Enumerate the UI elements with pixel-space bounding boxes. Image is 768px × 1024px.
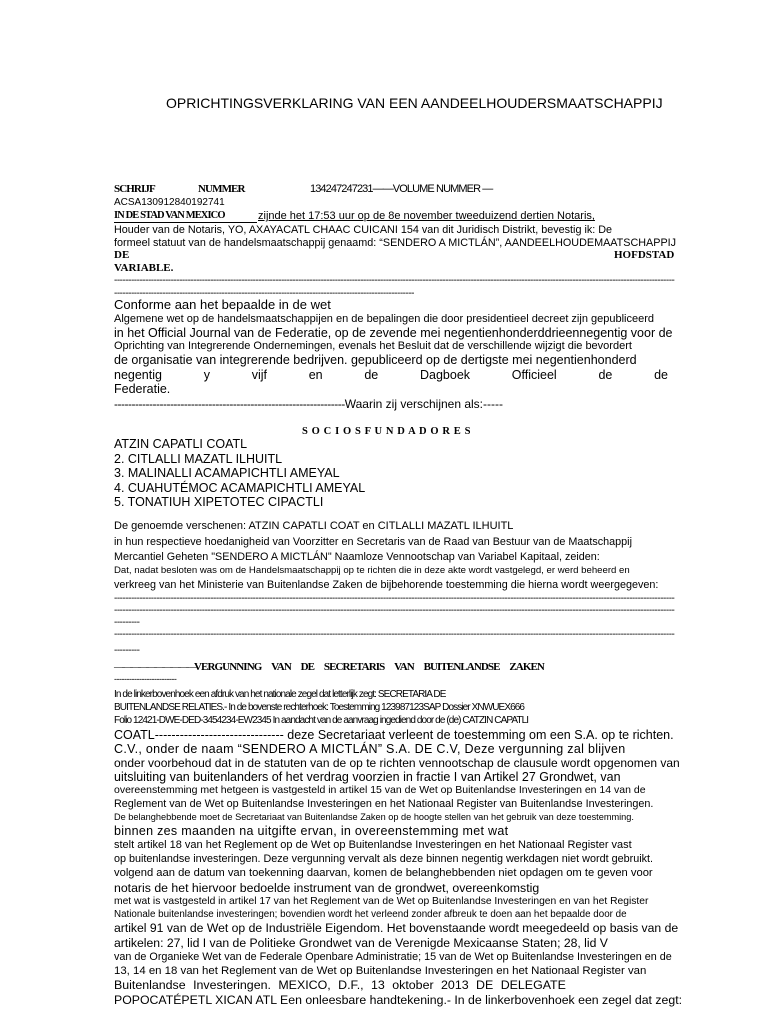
law-dash: ------------------------------------------------------------------ <box>114 397 345 411</box>
nummer-value: 134247247231——VOLUME NUMMER — <box>310 183 493 195</box>
law-line-3: Oprichting van Integrerende Ondernemingen, evenals het Besluit dat de verschillende wijzigt die bevordert <box>114 340 632 352</box>
body-line: notaris de het hiervoor bedoelde instrument van de grondwet, overeenkomstig <box>114 881 540 895</box>
akte-code: ACSA130912840192741 <box>114 197 225 208</box>
body-line: Reglement van de Wet op Buitenlandse Investeringen en het Nationaal Register van Buitenlandse Investeringen. <box>114 798 654 810</box>
law-line-5 <box>114 369 668 382</box>
vergunning-word: SECRETARIS <box>323 661 385 673</box>
vergunning-prefix: —————————— <box>114 661 194 673</box>
separator-line: ------------------------------------------------------------------------------------------------------------------------------------------------------------------------------------------------------ <box>114 593 675 604</box>
body-line: volgend aan de datum van toekenning daarvan, komen de belanghebbenden niet opdagen om te geven voor <box>114 867 653 879</box>
body-line: uitsluiting van buitenlanders of het verdrag voorzien in fractie I van Artikel 27 Grondwet, van <box>114 770 621 784</box>
law-word: de <box>654 368 668 382</box>
socio-item: 2. CITLALLI MAZATL ILHUITL <box>114 452 283 466</box>
law-verschijnen: Waarin zij verschijnen als:----- <box>344 397 503 411</box>
header-line-3: formeel statuut van de handelsmaatschappij genaamd: “SENDERO A MICTLÁN”, AANDEELHOUDEMAATSCHAPPIJ <box>114 237 677 249</box>
separator-line: ------------------------------------------------------------------------------------------------------------------------------------------------------------------------------------------------------ <box>114 629 675 640</box>
body-line: op buitenlandse investeringen. Deze vergunning vervalt als deze binnen negentig werkdagen niet wordt gebruikt. <box>114 853 653 865</box>
schrijf-label: SCHRIJF <box>114 183 155 195</box>
body-line: artikel 91 van de Wet op de Industriële Eigendom. Het bovenstaande wordt meegedeeld op basis van de <box>114 921 679 935</box>
stamp-line-1: In de linkerbovenhoek een afdruk van het nationale zegel dat letterlijk zegt: SECRETARIA DE <box>114 689 446 700</box>
separator-line: --------- <box>114 617 140 628</box>
vergunning-word: DE <box>300 661 315 673</box>
verschenen-line-3: Mercantiel Geheten "SENDERO A MICTLÁN" Naamloze Vennootschap van Variabel Kapitaal, zeiden: <box>114 551 600 563</box>
body-line: 13, 14 en 18 van het Reglement van de Wet op Buitenlandse Investeringen en het Nationaal Register van <box>114 965 647 977</box>
verschenen-line-2: in hun respectieve hoedanigheid van Voorzitter en Secretaris van de Raad van Bestuur van de Maatschappij <box>114 536 632 548</box>
body-line: binnen zes maanden na uitgifte ervan, in overeenstemming met wat <box>114 824 509 838</box>
law-word: en <box>308 368 323 382</box>
socio-item: 5. TONATIUH XIPETOTEC CIPACTLI <box>114 495 324 509</box>
socio-item: 3. MALINALLI ACAMAPICHTLI AMEYAL <box>114 466 340 480</box>
body-line: stelt artikel 18 van het Reglement op de Wet op Buitenlandse Investeringen en het Nationaal Register vast <box>114 839 632 851</box>
separator-line: ------------------------- <box>114 674 177 684</box>
body-line: C.V., onder de naam “SENDERO A MICTLÁN” S.A. DE C.V, Deze vergunning zal blijven <box>114 742 626 756</box>
socios-heading: S O C I O S F U N D A D O R E S <box>302 426 472 437</box>
header-line-1: zijnde het 17:53 uur op de 8e november tweeduizend dertien Notaris, <box>258 210 595 222</box>
header-hofdstad: HOFDSTAD <box>614 249 675 261</box>
vergunning-word: ZAKEN <box>509 661 544 673</box>
stamp-line-2: BUITENLANDSE RELATIES.- In de bovenste rechterhoek: Toestemming 123987123SAP Dossier XNWUEX666 <box>114 702 525 713</box>
verschenen-line-5: verkreeg van het Ministerie van Buitenlandse Zaken de bijbehorende toestemming die hierna wordt weergegeven: <box>114 579 659 591</box>
body-line: met wat is vastgesteld in artikel 17 van het Reglement van de Wet op Buitenlandse Investeringen en van het Register <box>114 896 649 907</box>
body-line: POPOCATÉPETL XICAN ATL Een onleesbare handtekening.- In de linkerbovenhoek een zegel dat zegt: <box>114 993 683 1007</box>
vergunning-word: BUITENLANDSE <box>423 661 500 673</box>
verschenen-line-1: De genoemde verschenen: ATZIN CAPATLI COAT en CITLALLI MAZATL ILHUITL <box>114 520 514 532</box>
law-line-2: in het Official Journal van de Federatie, op de zevende mei negentienhonderddrieennegentig voor de <box>114 326 673 340</box>
vergunning-word: VAN <box>271 661 291 673</box>
header-variable: VARIABLE. <box>114 262 174 274</box>
body-line: Buitenlandse Investeringen. MEXICO, D.F., 13 oktober 2013 DE DELEGATE <box>114 978 566 992</box>
vergunning-heading <box>114 662 544 673</box>
separator-line: --------- <box>114 645 140 656</box>
law-line-7 <box>114 398 503 410</box>
law-line-4: de organisatie van integrerende bedrijven. gepubliceerd op de dertigste mei negentienhonderd <box>114 353 637 367</box>
place-text: IN DE STAD VAN MEXICO <box>114 210 225 221</box>
separator-line: ---------------------------------------------------------------------------------------------------------- <box>114 288 414 299</box>
law-word: de <box>598 368 613 382</box>
law-word: y <box>203 368 210 382</box>
vergunning-word: VERGUNNING <box>194 661 262 673</box>
separator-line: ------------------------------------------------------------------------------------------------------------------------------------------------------------------------------------------------------ <box>114 605 675 616</box>
body-line: onder voorbehoud dat in de statuten van de op te richten vennootschap de clausule wordt opgenomen van <box>114 756 680 770</box>
law-word: de <box>364 368 379 382</box>
body-line: overeenstemming met hetgeen is vastgesteld in artikel 15 van de Wet op Buitenlandse Investeringen en 14 van de <box>114 784 646 796</box>
place-label <box>114 211 257 223</box>
vergunning-word: VAN <box>394 661 414 673</box>
body-line: De belanghebbende moet de Secretariaat van Buitenlandse Zaken op de hoogte stellen van het gebruik van deze toestemming. <box>114 812 634 822</box>
document-title: OPRICHTINGSVERKLARING VAN EEN AANDEELHOUDERSMAATSCHAPPIJ <box>166 95 663 111</box>
body-line: artikelen: 27, lid I van de Politieke Grondwet van de Verenigde Mexicaanse Staten; 28, lid V <box>114 936 608 950</box>
conforme-heading: Conforme aan het bepaalde in de wet <box>114 297 331 312</box>
law-word: Dagboek <box>419 368 471 382</box>
separator-line: ------------------------------------------------------------------------------------------------------------------------------------------------------------------------------------------------------ <box>114 275 675 286</box>
law-word: negentig <box>114 368 162 382</box>
law-line-6: Federatie. <box>114 382 171 396</box>
nummer-label: NUMMER <box>198 183 245 195</box>
stamp-line-3: Folio 12421-DWE-DED-3454234-EW2345 In aandacht van de aanvraag ingediend door de (de) CATZIN CAPATLI <box>114 715 529 726</box>
body-line: COATL------------------------------- deze Secretariaat verleent de toestemming om een S.A. op te richten. <box>114 728 674 742</box>
body-line: van de Organieke Wet van de Federale Openbare Administratie; 15 van de Wet op Buitenlandse Investeringen en de <box>114 951 672 963</box>
socio-item: 4. CUAHUTÉMOC ACAMAPICHTLI AMEYAL <box>114 481 366 495</box>
verschenen-line-4: Dat, nadat besloten was om de Handelsmaatschappij op te richten die in deze akte wordt vastgelegd, er werd beheerd en <box>114 565 630 576</box>
socio-item: ATZIN CAPATLI COATL <box>114 437 248 451</box>
body-line: Nationale buitenlandse investeringen; bovendien wordt het verleend zonder afbreuk te doen aan het bepaalde door de <box>114 909 627 920</box>
law-word: vijf <box>251 368 267 382</box>
header-line-2: Houder van de Notaris, YO, AXAYACATL CHAAC CUICANI 154 van dit Juridisch Distrikt, bevestig ik: De <box>114 224 613 236</box>
law-word: Officieel <box>511 368 557 382</box>
law-line-1: Algemene wet op de handelsmaatschappijen en de bepalingen die door presidentieel decreet zijn gepubliceerd <box>114 313 654 325</box>
header-de: DE <box>114 249 130 261</box>
